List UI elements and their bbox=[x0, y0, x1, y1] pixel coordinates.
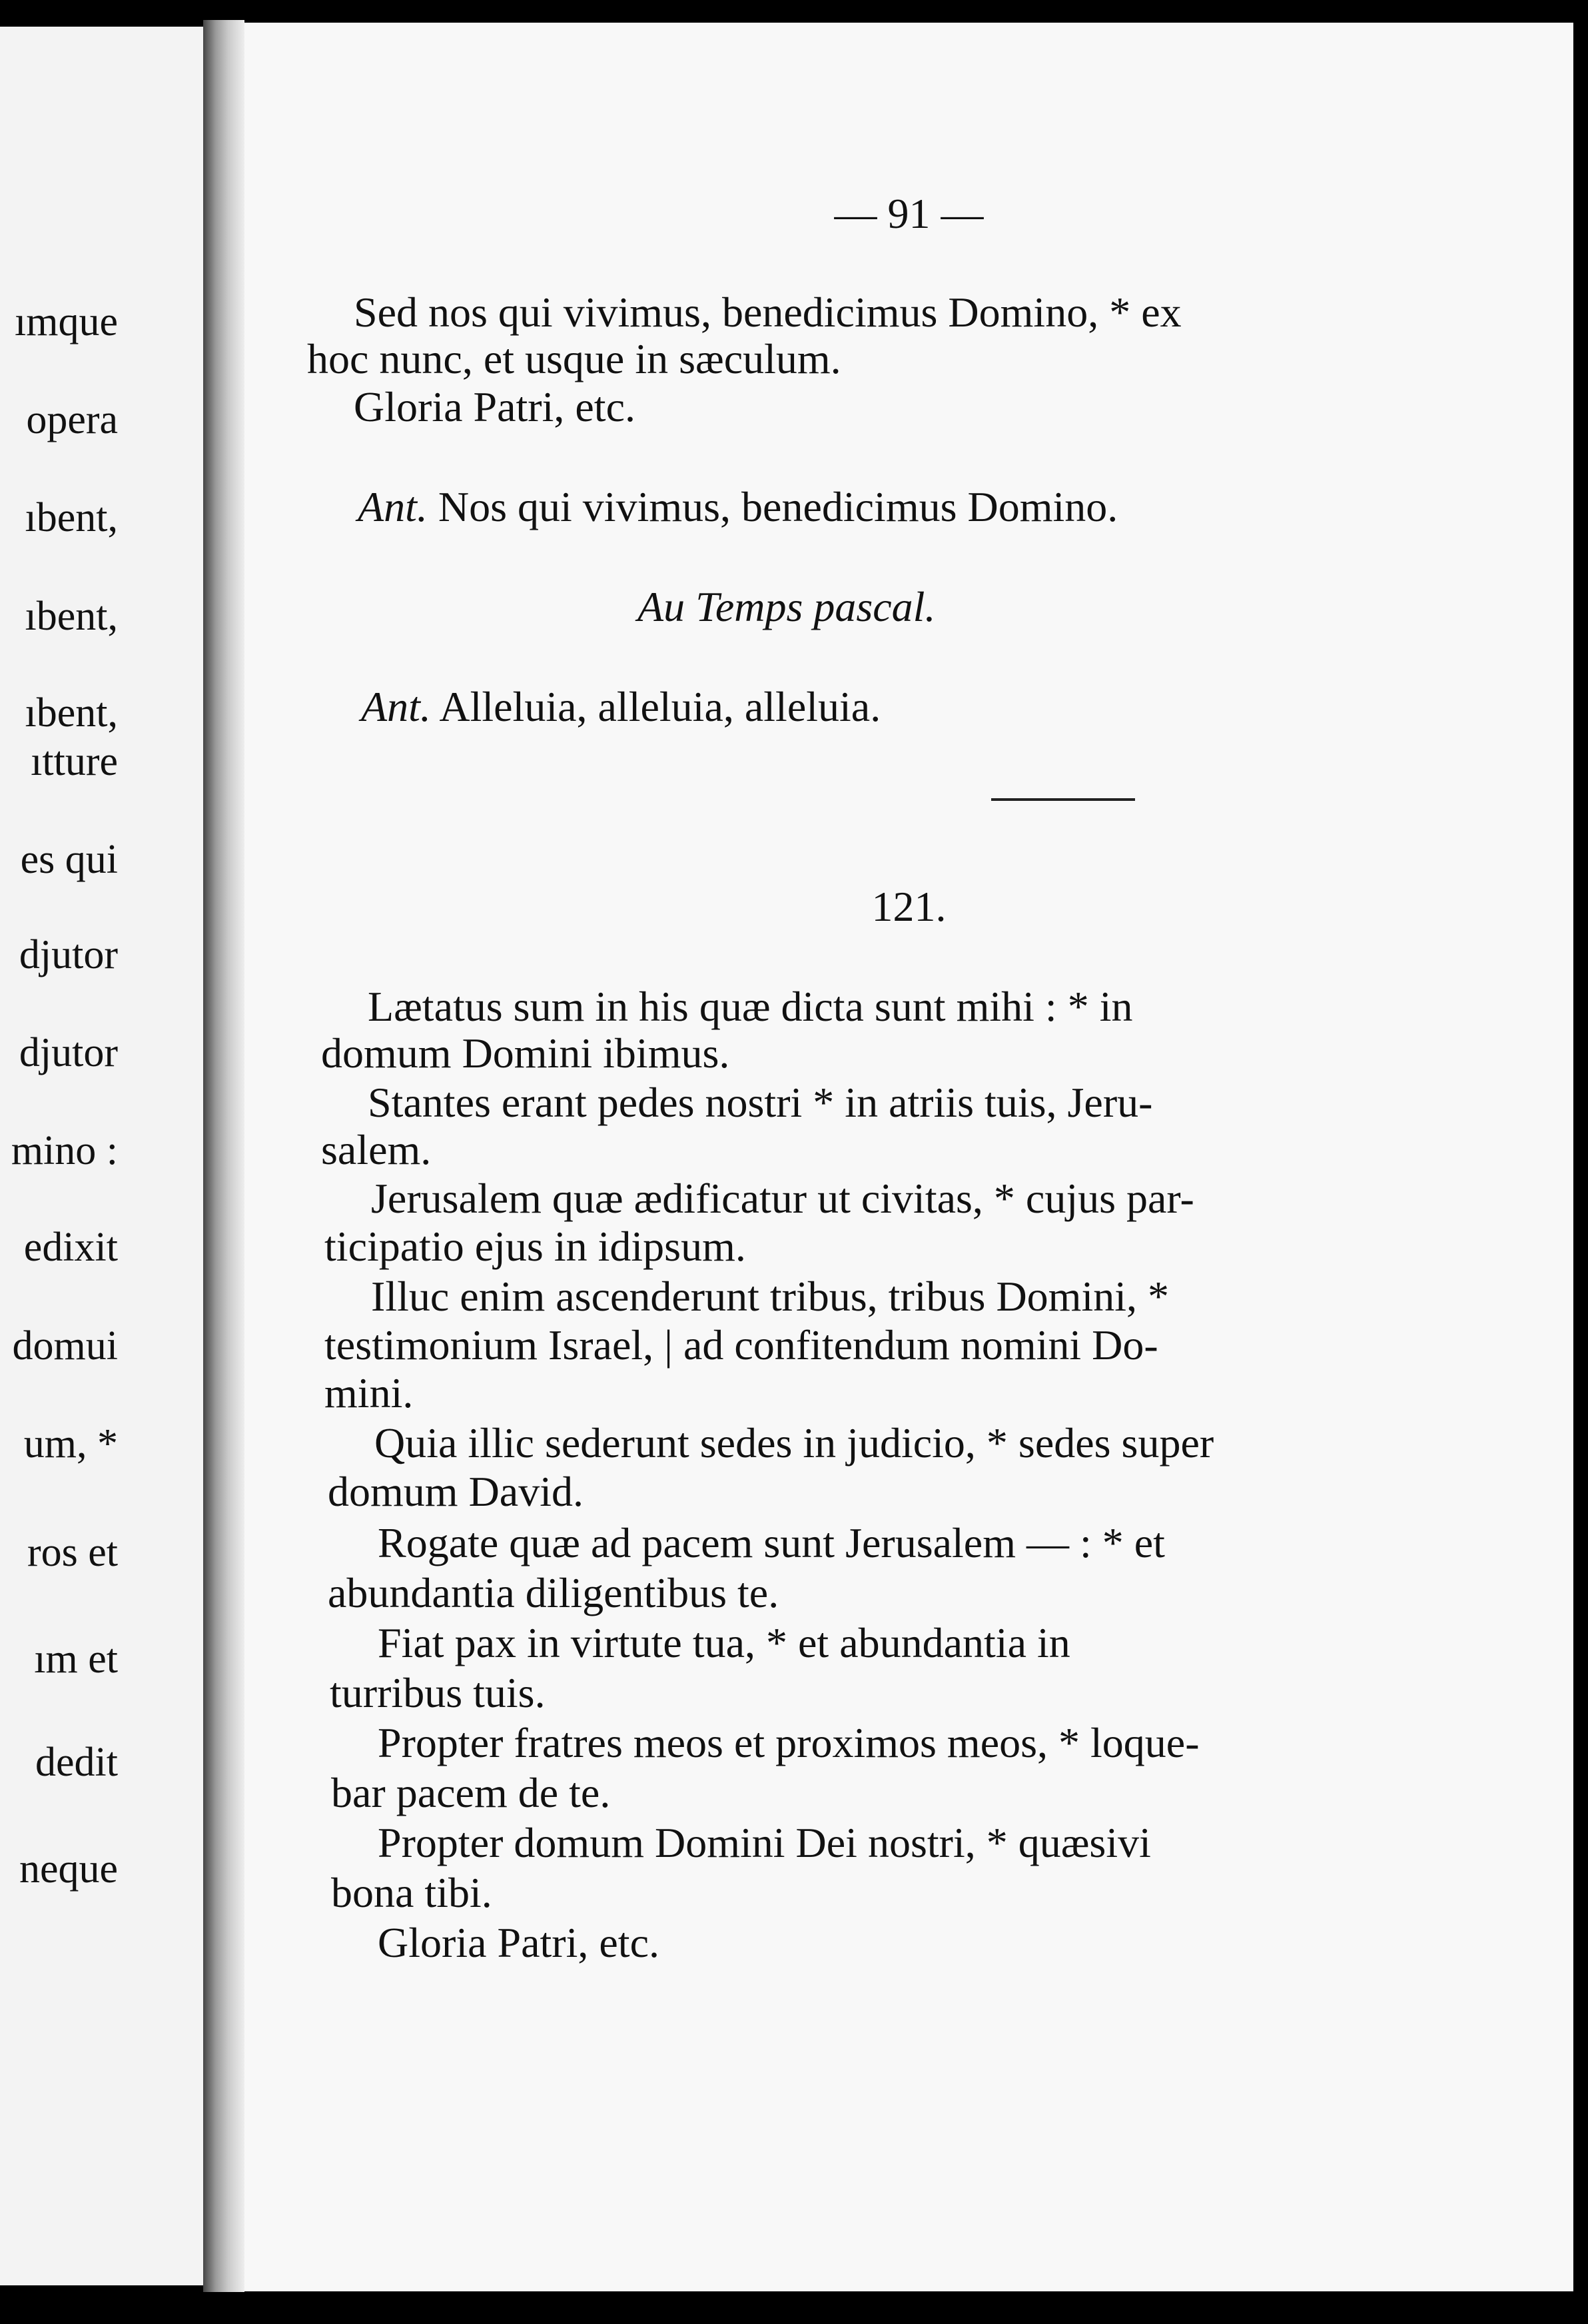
antiphon bbox=[358, 482, 1118, 532]
verse-line: mini. bbox=[324, 1369, 414, 1417]
book-gutter bbox=[203, 20, 244, 2292]
psalm-number: 121. bbox=[871, 883, 947, 930]
section-divider bbox=[991, 798, 1135, 801]
verse-line: Fiat pax in virtute tua, * et abundantia in bbox=[378, 1619, 1070, 1666]
left-fragment: ıbent, bbox=[25, 690, 118, 736]
verse-line: bar pacem de te. bbox=[331, 1769, 611, 1816]
verse-line: Rogate quæ ad pacem sunt Jerusalem — : * et bbox=[378, 1519, 1165, 1566]
verse-line: Stantes erant pedes nostri * in atriis tuis, Jeru- bbox=[368, 1079, 1153, 1126]
verse-line: Jerusalem quæ ædificatur ut civitas, * cujus par- bbox=[371, 1175, 1194, 1222]
left-fragment: djutor bbox=[19, 932, 118, 977]
left-fragment: neque bbox=[19, 1846, 118, 1892]
verse-line: domum David. bbox=[328, 1468, 584, 1515]
verse-line: Lætatus sum in his quæ dicta sunt mihi : * in bbox=[368, 983, 1133, 1030]
verse-line: domum Domini ibimus. bbox=[321, 1029, 730, 1077]
left-fragment: edixit bbox=[23, 1225, 118, 1270]
verse-line: bona tibi. bbox=[331, 1869, 492, 1916]
left-fragment: es qui bbox=[20, 837, 118, 882]
antiphon-label: Ant. bbox=[358, 483, 428, 530]
left-fragment: mino : bbox=[11, 1128, 118, 1173]
antiphon-text: Nos qui vivimus, benedicimus Domino. bbox=[438, 483, 1118, 530]
left-fragment: ıtture bbox=[31, 739, 118, 784]
right-page bbox=[244, 23, 1573, 2291]
left-fragment: domui bbox=[12, 1323, 118, 1369]
verse-line: Quia illic sederunt sedes in judicio, * sedes super bbox=[374, 1419, 1214, 1466]
antiphon-text: Alleluia, alleluia, alleluia. bbox=[439, 683, 881, 730]
verse-line: ticipatio ejus in idipsum. bbox=[324, 1223, 746, 1270]
verse-line: salem. bbox=[321, 1126, 432, 1173]
page-number: — 91 — bbox=[834, 190, 984, 237]
season-heading: Au Temps pascal. bbox=[637, 583, 936, 630]
antiphon-label: Ant. bbox=[361, 683, 431, 730]
antiphon bbox=[361, 682, 881, 732]
left-fragment: ımque bbox=[15, 299, 118, 344]
left-fragment: um, * bbox=[23, 1421, 118, 1466]
left-fragment: opera bbox=[26, 397, 118, 442]
text-line: Gloria Patri, etc. bbox=[354, 383, 635, 430]
left-fragment: dedit bbox=[35, 1740, 118, 1785]
left-page bbox=[0, 27, 203, 2285]
verse-line: Gloria Patri, etc. bbox=[378, 1919, 659, 1966]
verse-line: abundantia diligentibus te. bbox=[328, 1569, 779, 1616]
text-line: hoc nunc, et usque in sæculum. bbox=[307, 335, 841, 382]
left-fragment: ıbent, bbox=[25, 495, 118, 540]
verse-line: testimonium Israel, | ad confitendum nomini Do- bbox=[324, 1321, 1158, 1369]
verse-line: Illuc enim ascenderunt tribus, tribus Domini, * bbox=[371, 1273, 1169, 1320]
left-fragment: ros et bbox=[27, 1530, 118, 1575]
left-fragment: ıbent, bbox=[25, 594, 118, 639]
verse-line: Propter fratres meos et proximos meos, * loque- bbox=[378, 1719, 1200, 1766]
left-fragment: ım et bbox=[34, 1636, 118, 1682]
text-line: Sed nos qui vivimus, benedicimus Domino, * ex bbox=[354, 289, 1182, 336]
verse-line: turribus tuis. bbox=[330, 1669, 546, 1716]
verse-line: Propter domum Domini Dei nostri, * quæsivi bbox=[378, 1819, 1151, 1866]
left-fragment: djutor bbox=[19, 1030, 118, 1075]
